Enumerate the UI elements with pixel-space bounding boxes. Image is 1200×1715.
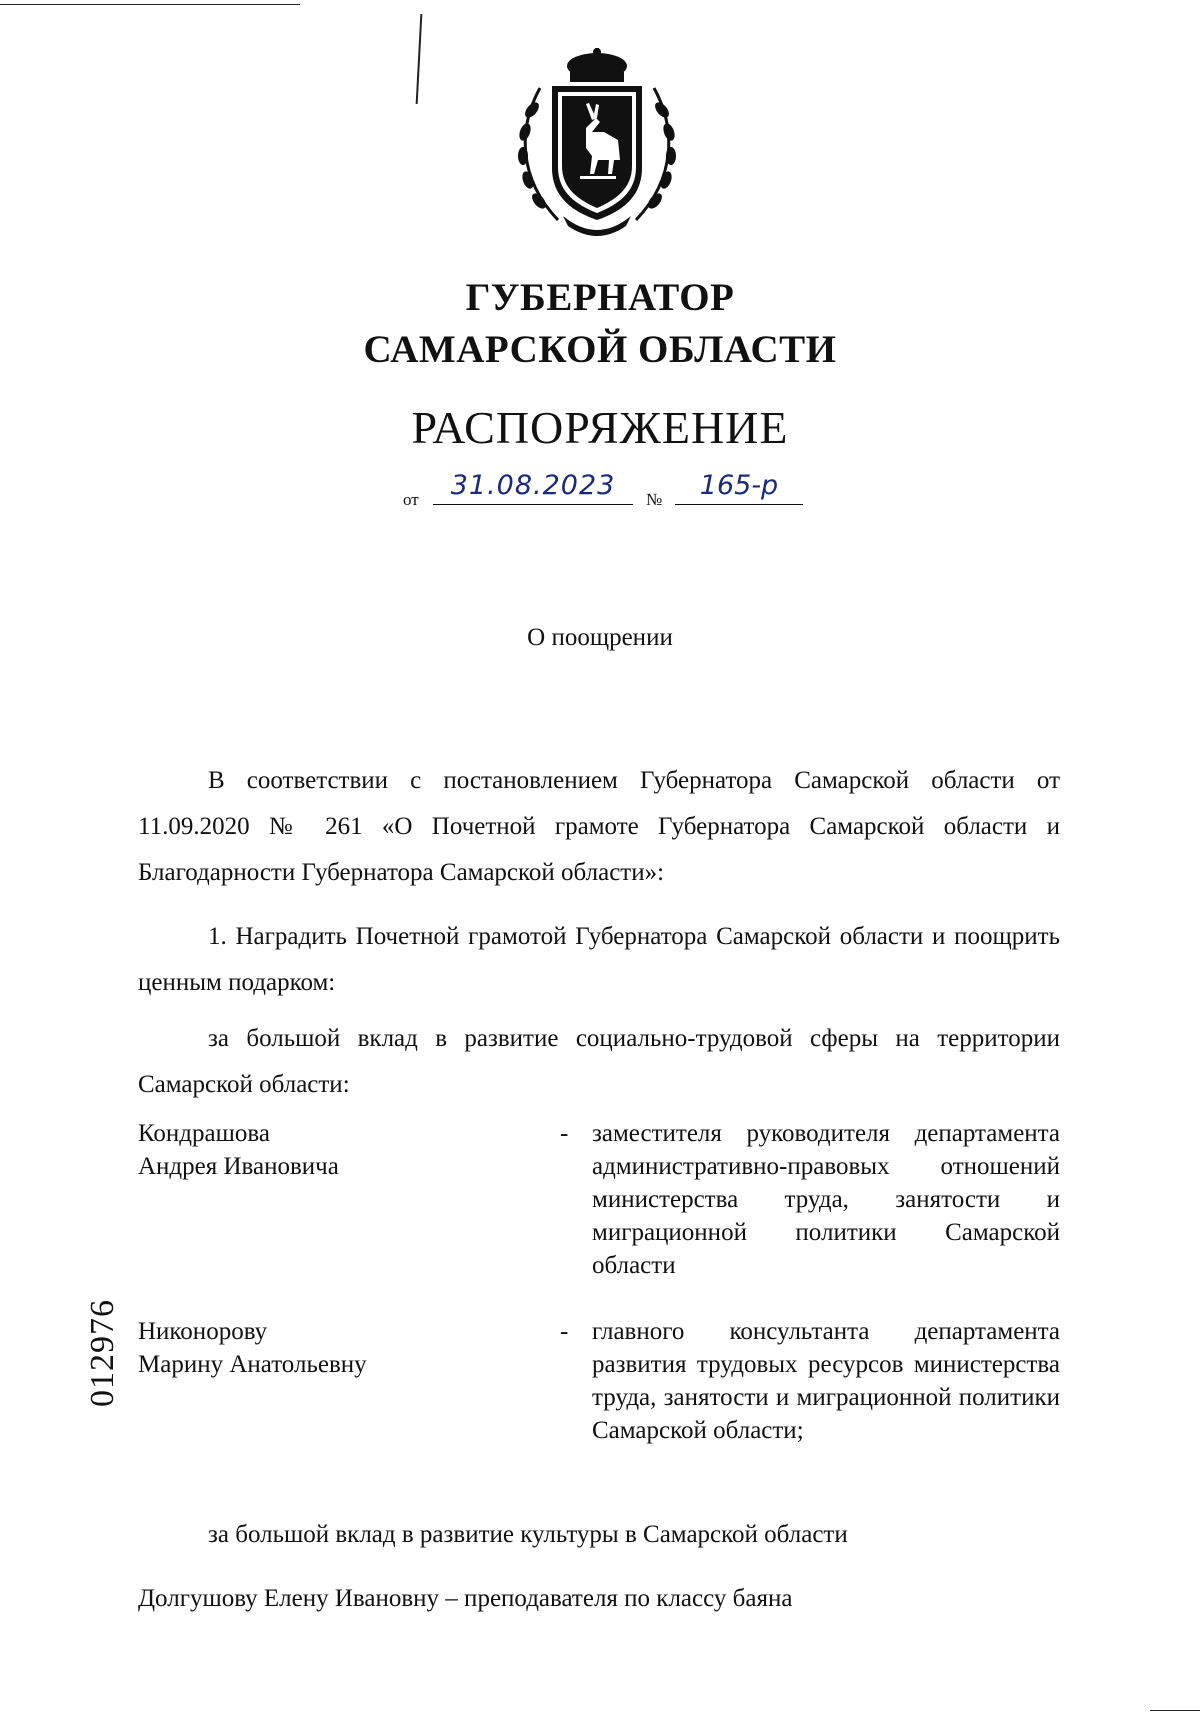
- document-subject: О поощрении: [527, 624, 673, 651]
- award-clause-paragraph: 1. Наградить Почетной грамотой Губернатора Самарской области и поощрить ценным подарком:: [138, 923, 1060, 996]
- preamble-paragraph: В соответствии с постановлением Губернатора Самарской области от 11.09.2020 № 261 «О Почетной грамоте Губернатора Самарской области и Благодарности Губернатора Самарской области»:: [138, 767, 1060, 886]
- form-serial-number: 012976: [84, 1299, 121, 1407]
- issuer-title-line1: ГУБЕРНАТОР: [465, 276, 735, 319]
- award-reason-paragraph: за большой вклад в развитие социально-трудовой сферы на территории Самарской области:: [138, 1025, 1060, 1098]
- document-type-title: РАСПОРЯЖЕНИЕ: [411, 402, 789, 453]
- recipient-name: [138, 1117, 339, 1183]
- recipient-surname: Никонорову: [138, 1318, 268, 1345]
- handwritten-date: 31.08.2023: [433, 470, 633, 505]
- date-number-line: [403, 470, 803, 510]
- recipient-name: [138, 1315, 367, 1381]
- handwritten-number: 165-р: [675, 470, 803, 505]
- scan-edge-mark: [416, 14, 423, 104]
- scan-edge-mark: [0, 4, 300, 5]
- coat-of-arms-emblem: [508, 48, 686, 243]
- recipient-given-names: Андрея Ивановича: [138, 1153, 339, 1180]
- recipient-role: главного консультанта департамента развития трудовых ресурсов министерства труда, занятости и миграционной политики Самарской области;: [592, 1318, 1060, 1444]
- issuer-title-line2: САМАРСКОЙ ОБЛАСТИ: [363, 328, 837, 371]
- recipient-given-names: Марину Анатольевну: [138, 1351, 367, 1378]
- number-prefix: №: [646, 490, 663, 509]
- recipient-dash: -: [560, 1120, 569, 1147]
- recipient-surname: Кондрашова: [138, 1120, 270, 1147]
- culture-award-reason: за большой вклад в развитие культуры в Самарской области: [208, 1521, 848, 1548]
- recipient-role: заместителя руководителя департамента административно-правовых отношений министерства труда, занятости и миграционной политики Самарской области: [592, 1120, 1060, 1279]
- scan-edge-mark: [1150, 1710, 1200, 1711]
- culture-recipient-line: Долгушову Елену Ивановну – преподавателя по классу баяна: [138, 1585, 793, 1612]
- recipient-dash: -: [560, 1318, 569, 1345]
- date-prefix: от: [403, 490, 419, 509]
